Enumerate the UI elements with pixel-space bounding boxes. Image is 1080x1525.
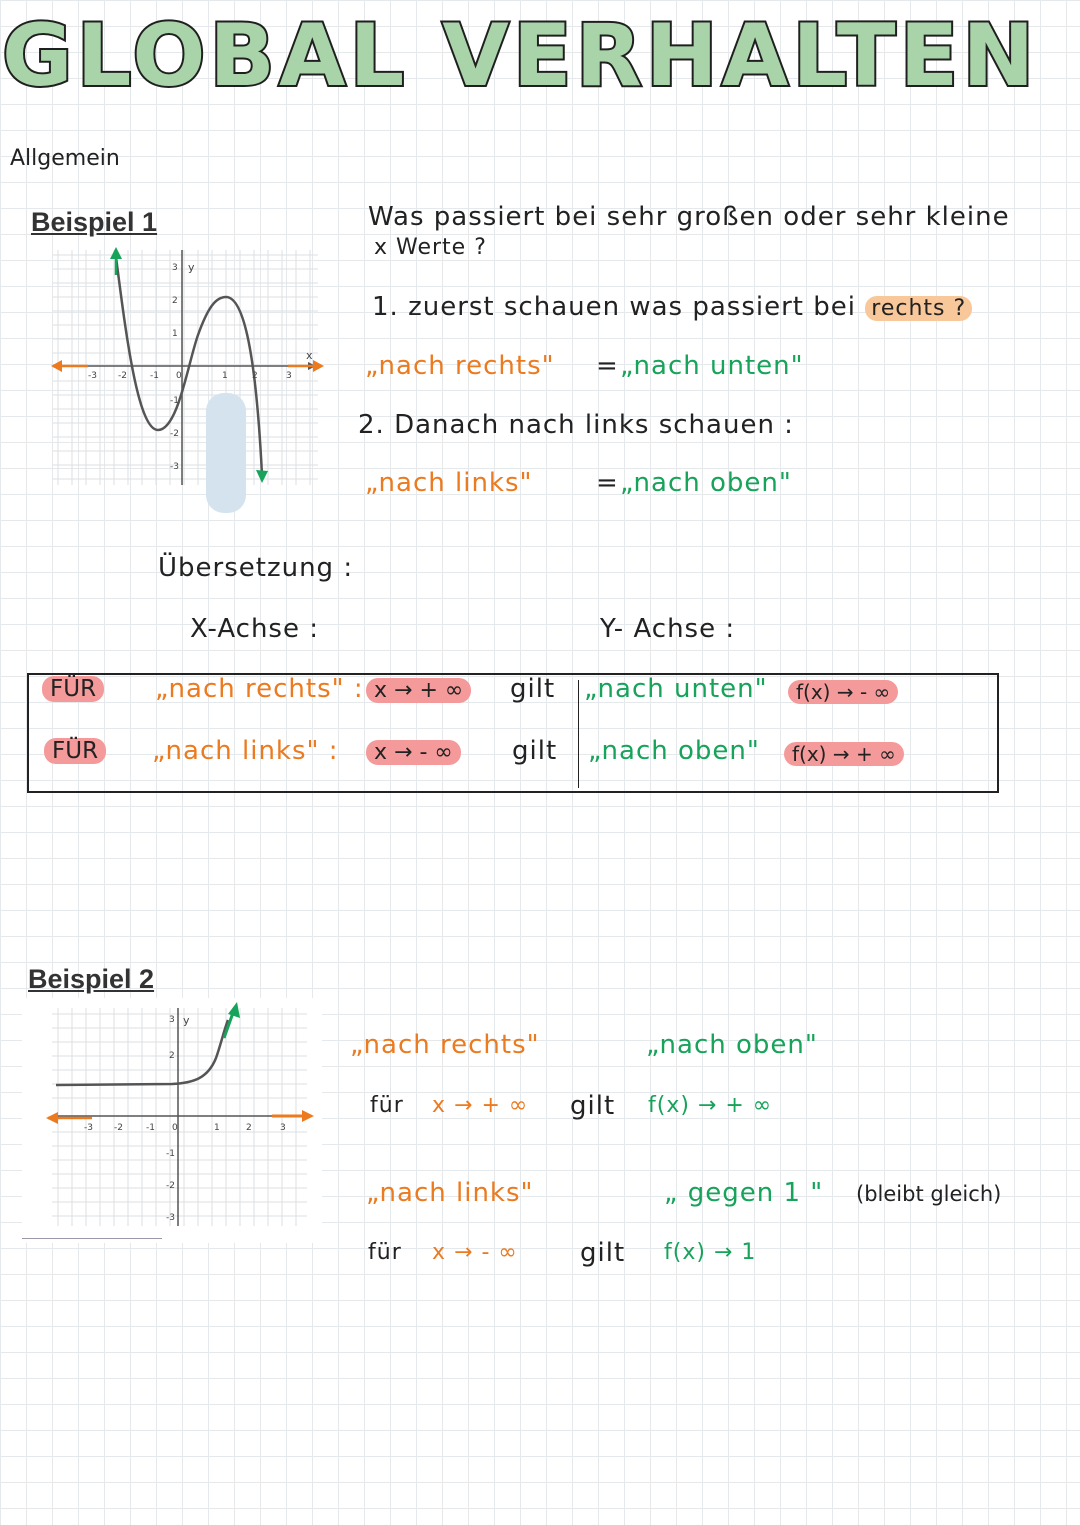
example1-heading: Beispiel 1 bbox=[31, 207, 158, 237]
y-tick: -3 bbox=[170, 462, 179, 472]
ex1-left-result: „nach oben" bbox=[620, 468, 792, 498]
rule-x-limit-wrap bbox=[366, 740, 461, 765]
x-tick: 1 bbox=[222, 371, 228, 381]
rule-gilt: gilt bbox=[512, 736, 558, 766]
x-tick: -2 bbox=[118, 371, 127, 381]
ex2-left-f-limit: f(x) → 1 bbox=[664, 1240, 757, 1265]
question-line1: Was passiert bei sehr großen oder sehr kleine bbox=[368, 202, 1010, 232]
example1-graph bbox=[48, 245, 328, 515]
rules-divider bbox=[578, 680, 579, 788]
ex2-left-for: für bbox=[368, 1240, 402, 1265]
translation-label: Übersetzung : bbox=[158, 553, 354, 583]
rule-f-limit-wrap bbox=[784, 742, 904, 766]
ex2-right-x-limit: x → + ∞ bbox=[432, 1093, 529, 1118]
rule-row-1 bbox=[42, 676, 104, 702]
rule-result: „nach oben" bbox=[588, 736, 760, 766]
rule-x-limit-wrap bbox=[366, 678, 471, 703]
step1-label: 1. zuerst schauen was passiert bei bbox=[372, 292, 856, 322]
x-axis-heading: X-Achse : bbox=[190, 614, 319, 644]
rule-fuer: FÜR bbox=[42, 676, 104, 702]
rule-f-limit: f(x) → - ∞ bbox=[788, 680, 898, 704]
x-tick: 0 bbox=[176, 371, 182, 381]
down-arrow-green bbox=[256, 470, 268, 483]
y-tick: 3 bbox=[169, 1015, 175, 1025]
ex2-left-result: „ gegen 1 " bbox=[664, 1178, 824, 1208]
ex1-equals-2: = bbox=[596, 468, 619, 498]
rule-result: „nach unten" bbox=[584, 674, 768, 704]
x-tick: -3 bbox=[88, 371, 97, 381]
y-tick: 3 bbox=[172, 263, 178, 273]
blue-highlight-shape bbox=[206, 393, 246, 513]
ex2-right-f-limit: f(x) → + ∞ bbox=[648, 1093, 773, 1118]
y-tick: 2 bbox=[169, 1051, 175, 1061]
rule-direction: „nach rechts" : bbox=[155, 674, 364, 704]
ex2-left-label: „nach links" bbox=[366, 1178, 534, 1208]
rule-f-limit: f(x) → + ∞ bbox=[784, 742, 904, 766]
step1-highlight: rechts ? bbox=[865, 296, 972, 321]
graph-divider bbox=[22, 1238, 162, 1239]
rule-f-limit-wrap bbox=[788, 680, 898, 704]
page-title: GLOBAL VERHALTEN bbox=[2, 6, 1039, 106]
rule-x-limit: x → - ∞ bbox=[366, 740, 461, 765]
ex2-left-note: (bleibt gleich) bbox=[856, 1182, 1002, 1206]
x-tick: -3 bbox=[84, 1123, 93, 1133]
x-tick: -1 bbox=[150, 371, 159, 381]
ex1-left-label: „nach links" bbox=[365, 468, 533, 498]
x-tick: -1 bbox=[146, 1123, 155, 1133]
ex2-left-x-limit: x → - ∞ bbox=[432, 1240, 518, 1265]
ex2-gilt-2: gilt bbox=[580, 1238, 626, 1268]
x-tick: 1 bbox=[214, 1123, 220, 1133]
x-tick: 2 bbox=[252, 371, 258, 381]
rule-row-2 bbox=[44, 738, 106, 764]
example2-heading: Beispiel 2 bbox=[28, 964, 155, 994]
up-arrow-green bbox=[110, 247, 122, 259]
y-tick: 1 bbox=[172, 329, 178, 339]
y-tick: -1 bbox=[166, 1149, 175, 1159]
x-tick: 0 bbox=[172, 1123, 178, 1133]
example2-graph bbox=[22, 998, 322, 1243]
rule-direction: „nach links" : bbox=[152, 736, 339, 766]
y-tick: -2 bbox=[166, 1181, 175, 1191]
y-axis-name: y bbox=[188, 261, 195, 274]
ex2-right-result: „nach oben" bbox=[646, 1030, 818, 1060]
rule-fuer: FÜR bbox=[44, 738, 106, 764]
question-line2: x Werte ? bbox=[374, 235, 487, 260]
x-tick: 3 bbox=[280, 1123, 286, 1133]
x-tick: 3 bbox=[286, 371, 292, 381]
y-tick: -2 bbox=[170, 429, 179, 439]
y-tick: -1 bbox=[170, 396, 179, 406]
step1-text bbox=[372, 292, 972, 322]
step2-text: 2. Danach nach links schauen : bbox=[358, 410, 794, 440]
ex1-equals-1: = bbox=[596, 351, 619, 381]
x-tick: 2 bbox=[246, 1123, 252, 1133]
ex1-right-label: „nach rechts" bbox=[365, 351, 555, 381]
y-tick: -3 bbox=[166, 1213, 175, 1223]
y-axis-name: y bbox=[183, 1014, 190, 1027]
y-tick: 2 bbox=[172, 296, 178, 306]
ex2-gilt-1: gilt bbox=[570, 1091, 616, 1121]
rule-x-limit: x → + ∞ bbox=[366, 678, 471, 703]
x-axis-name: x bbox=[306, 349, 313, 362]
x-tick: -2 bbox=[114, 1123, 123, 1133]
ex1-right-result: „nach unten" bbox=[620, 351, 804, 381]
rule-gilt: gilt bbox=[510, 674, 556, 704]
subtitle-allgemein: Allgemein bbox=[10, 146, 120, 171]
ex2-right-label: „nach rechts" bbox=[350, 1030, 540, 1060]
y-axis-heading: Y- Achse : bbox=[600, 614, 736, 644]
ex2-right-for: für bbox=[370, 1093, 404, 1118]
